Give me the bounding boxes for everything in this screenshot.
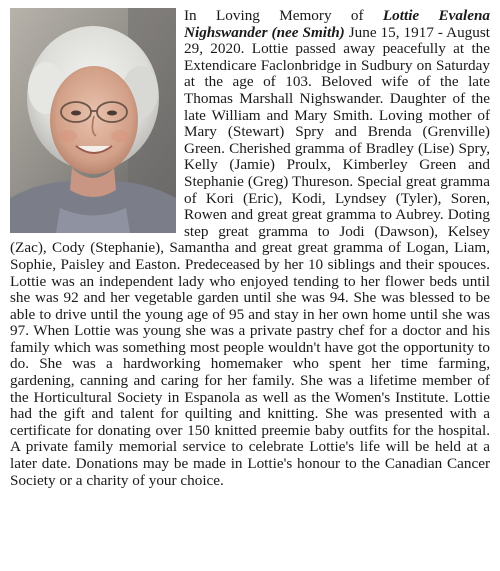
deceased-name: Lottie Evalena Nighswander (nee Smith) <box>184 7 490 41</box>
portrait-photo <box>10 8 176 233</box>
portrait-image <box>10 8 176 233</box>
intro-text: In Loving Memory of <box>184 7 383 24</box>
obituary-body: June 15, 1917 - August 29, 2020. Lottie passed away peacefully at the Extendicare Faclonbridge in Sudbury on Saturday at the age of 103. Beloved wife of the late Thomas Marshall Nighswander. Daughter of the late William and Mary Smith. Loving mother of Mary (Stewart) Spry and Brenda (Grenville) Green. Cherished gramma of Bradley (Lise) Spry, Kelly (Jamie) Proulx, Kimberley Green and Stephanie (Greg) Thureson. Special great gramma of Kori (Eric), Kodi, Lyndsey (Tyler), Soren, Rowen and great great gramma to Aubrey. Doting step great gramma to Jodi (Dawson), Kelsey (Zac), Cody (Stephanie), Samantha and great great gramma of Logan, Liam, Sophie, Paisley and Easton. Predeceased by her 10 siblings and their spouces. Lottie was an independent lady who enjoyed tending to her flower beds until she was 92 and her vegetable garden until she was 94. She was blessed to be able to drive until the young age of 95 and stay in her own home until she was 97. When Lottie was young she was a private pastry chef for a doctor and his family which was something most people wouldn't have got the opportunity to do. She was a hardworking homemaker who spent her time farming, gardening, canning and caring for her family. She was a lifetime member of the Horticultural Society in Espanola as well as the Women's Institute. Lottie had the gift and talent for quilting and knitting. She was presented with a certificate for donating over 150 knitted preemie baby outfits for the hospital. A private family memorial service to celebrate Lottie's life will be held at a later date. Donations may be made in Lottie's honour to the Canadian Cancer Society or a charity of your choice. <box>10 23 490 489</box>
obituary <box>10 8 490 489</box>
